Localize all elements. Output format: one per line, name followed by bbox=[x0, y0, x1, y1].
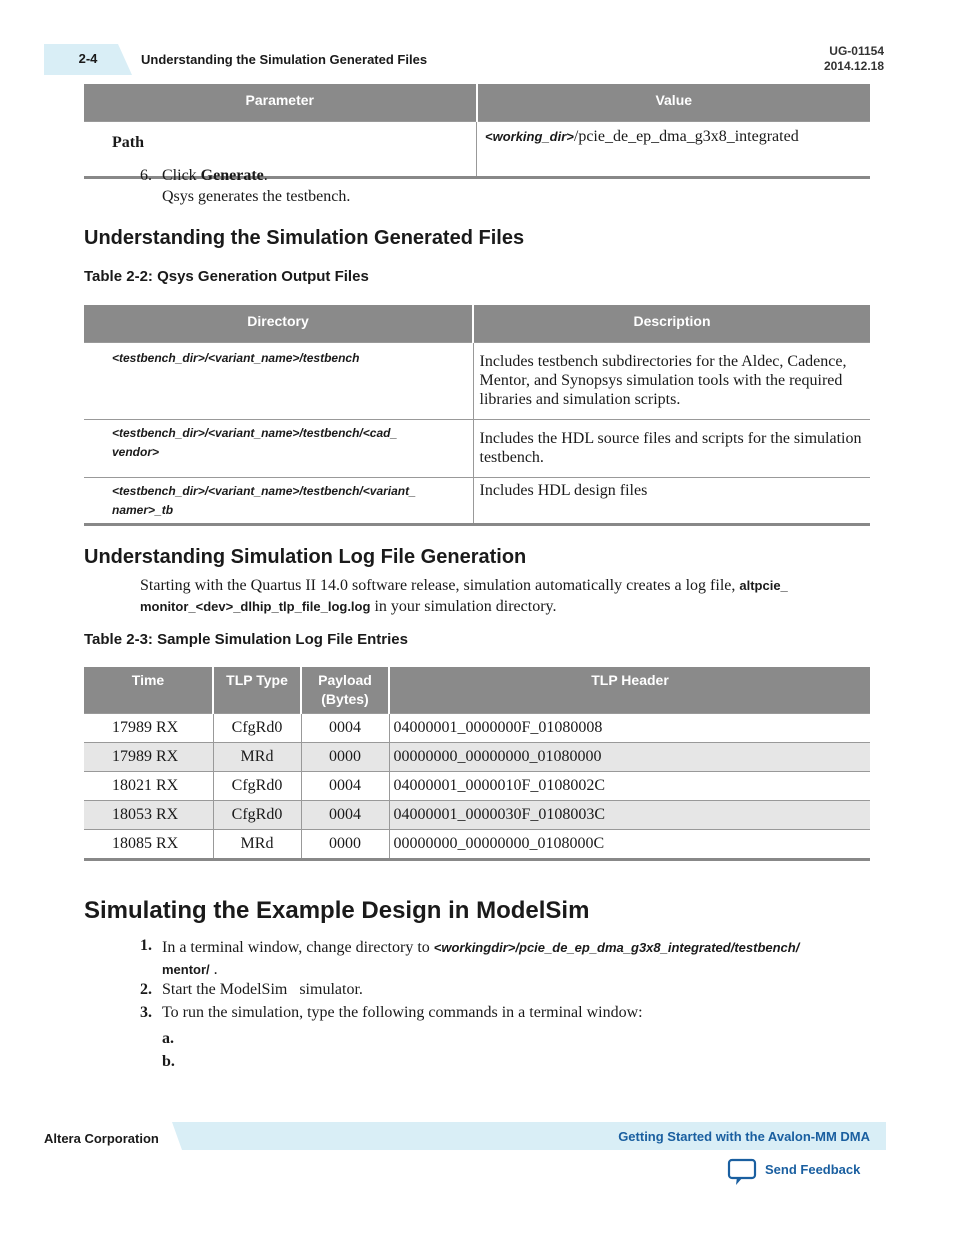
step-tail: . bbox=[213, 961, 218, 978]
step-6-pre: Click bbox=[162, 167, 201, 184]
step-3-text: To run the simulation, type the following commands in a terminal window: bbox=[162, 1004, 643, 1021]
dir-cell bbox=[84, 343, 473, 420]
col-header-directory: Directory bbox=[84, 305, 473, 343]
table-row bbox=[84, 420, 870, 478]
table-row bbox=[84, 743, 870, 772]
cell-header: 00000000_00000000_01080000 bbox=[389, 743, 870, 772]
cell-payload: 0000 bbox=[301, 743, 389, 772]
dir-cell bbox=[84, 478, 473, 525]
step-6-text bbox=[162, 167, 268, 185]
col-header-time: Time bbox=[84, 667, 213, 714]
table-row bbox=[84, 772, 870, 801]
table-row bbox=[84, 343, 870, 420]
cell-time: 17989 RX bbox=[84, 714, 213, 743]
guide-link[interactable]: Getting Started with the Avalon-MM DMA bbox=[618, 1129, 870, 1144]
company-name: Altera Corporation bbox=[44, 1131, 159, 1146]
generate-label: Generate bbox=[200, 167, 264, 184]
col-header-parameter: Parameter bbox=[84, 84, 477, 122]
output-files-table bbox=[84, 305, 870, 526]
col-header-payload: Payload (Bytes) bbox=[301, 667, 389, 714]
path-code: <workingdir>/pcie_de_ep_dma_g3x8_integrated/testbench/ bbox=[433, 940, 800, 955]
cell-time: 18053 RX bbox=[84, 801, 213, 830]
parameter-table bbox=[84, 84, 870, 179]
table-row bbox=[84, 478, 870, 525]
cell-type: MRd bbox=[213, 830, 301, 860]
col-header-tlp-type: TLP Type bbox=[213, 667, 301, 714]
dir-line: namer>_tb bbox=[112, 503, 174, 517]
cell-payload: 0000 bbox=[301, 830, 389, 860]
log-paragraph bbox=[140, 575, 840, 617]
table-caption: Table 2-2: Qsys Generation Output Files bbox=[84, 268, 369, 285]
page-number: 2-4 bbox=[78, 51, 98, 66]
step-text: In a terminal window, change directory to bbox=[162, 939, 430, 956]
path-code: mentor/ bbox=[162, 962, 210, 977]
value-cell bbox=[477, 122, 871, 178]
log-file-name: monitor_<dev>_dlhip_tlp_file_log.log bbox=[140, 599, 371, 614]
step-number: 1. bbox=[140, 937, 152, 954]
doc-date: 2014.12.18 bbox=[823, 59, 884, 73]
step-number: 6. bbox=[140, 167, 152, 184]
table-row bbox=[84, 801, 870, 830]
feedback-icon[interactable] bbox=[727, 1158, 759, 1191]
cell-header: 04000001_0000000F_01080008 bbox=[389, 714, 870, 743]
working-dir-token: <working_dir> bbox=[485, 129, 574, 144]
dir-cell bbox=[84, 420, 473, 478]
section-title: Understanding Simulation Log File Generation bbox=[84, 546, 527, 568]
cell-type: MRd bbox=[213, 743, 301, 772]
para-text: Starting with the Quartus II 14.0 software release, simulation automatically creates a log file, bbox=[140, 577, 736, 594]
cell-payload: 0004 bbox=[301, 772, 389, 801]
section-title: Simulating the Example Design in ModelSim bbox=[84, 897, 590, 924]
cell-time: 17989 RX bbox=[84, 743, 213, 772]
param-cell: Path bbox=[84, 122, 477, 178]
cell-type: CfgRd0 bbox=[213, 801, 301, 830]
cell-time: 18085 RX bbox=[84, 830, 213, 860]
cell-header: 04000001_0000030F_0108003C bbox=[389, 801, 870, 830]
dir-line: <testbench_dir>/<variant_name>/testbench bbox=[112, 351, 360, 365]
doc-id-block bbox=[824, 44, 884, 74]
step-2-text: Start the ModelSim simulator. bbox=[162, 981, 363, 998]
cell-header: 04000001_0000010F_0108002C bbox=[389, 772, 870, 801]
col-header-tlp-header: TLP Header bbox=[389, 667, 870, 714]
log-file-name: altpcie_ bbox=[739, 578, 788, 593]
substep-b: b. bbox=[162, 1053, 175, 1070]
step-number: 2. bbox=[140, 981, 152, 998]
step-number: 3. bbox=[140, 1004, 152, 1021]
log-entries-table bbox=[84, 667, 870, 861]
cell-payload: 0004 bbox=[301, 714, 389, 743]
cell-type: CfgRd0 bbox=[213, 714, 301, 743]
doc-id: UG-01154 bbox=[829, 44, 884, 58]
header-title: Understanding the Simulation Generated Files bbox=[141, 52, 428, 67]
dir-line: <testbench_dir>/<variant_name>/testbench/<variant_ bbox=[112, 484, 416, 498]
substep-a: a. bbox=[162, 1030, 174, 1047]
table-row bbox=[84, 714, 870, 743]
step-1-text bbox=[162, 937, 862, 981]
desc-cell: Includes the HDL source files and scripts for the simulation testbench. bbox=[473, 420, 870, 478]
cell-time: 18021 RX bbox=[84, 772, 213, 801]
send-feedback-link[interactable]: Send Feedback bbox=[765, 1162, 861, 1177]
table-caption: Table 2-3: Sample Simulation Log File Entries bbox=[84, 631, 408, 648]
cell-payload: 0004 bbox=[301, 801, 389, 830]
cell-type: CfgRd0 bbox=[213, 772, 301, 801]
col-header-description: Description bbox=[473, 305, 870, 343]
step-6-post: . bbox=[263, 167, 268, 184]
dir-line: <testbench_dir>/<variant_name>/testbench/<cad_ bbox=[112, 426, 398, 440]
col-header-value: Value bbox=[477, 84, 871, 122]
step-6-sub: Qsys generates the testbench. bbox=[162, 188, 351, 205]
value-path: /pcie_de_ep_dma_g3x8_integrated bbox=[573, 128, 799, 145]
table-row bbox=[84, 830, 870, 860]
section-title: Understanding the Simulation Generated Files bbox=[84, 227, 525, 249]
desc-cell: Includes HDL design files bbox=[473, 478, 870, 525]
cell-header: 00000000_00000000_0108000C bbox=[389, 830, 870, 860]
dir-line: vendor> bbox=[112, 445, 160, 459]
para-text: in your simulation directory. bbox=[374, 598, 557, 615]
desc-cell: Includes testbench subdirectories for the Aldec, Cadence, Mentor, and Synopsys simulation tools with the required libraries and simulation scripts. bbox=[473, 343, 870, 420]
